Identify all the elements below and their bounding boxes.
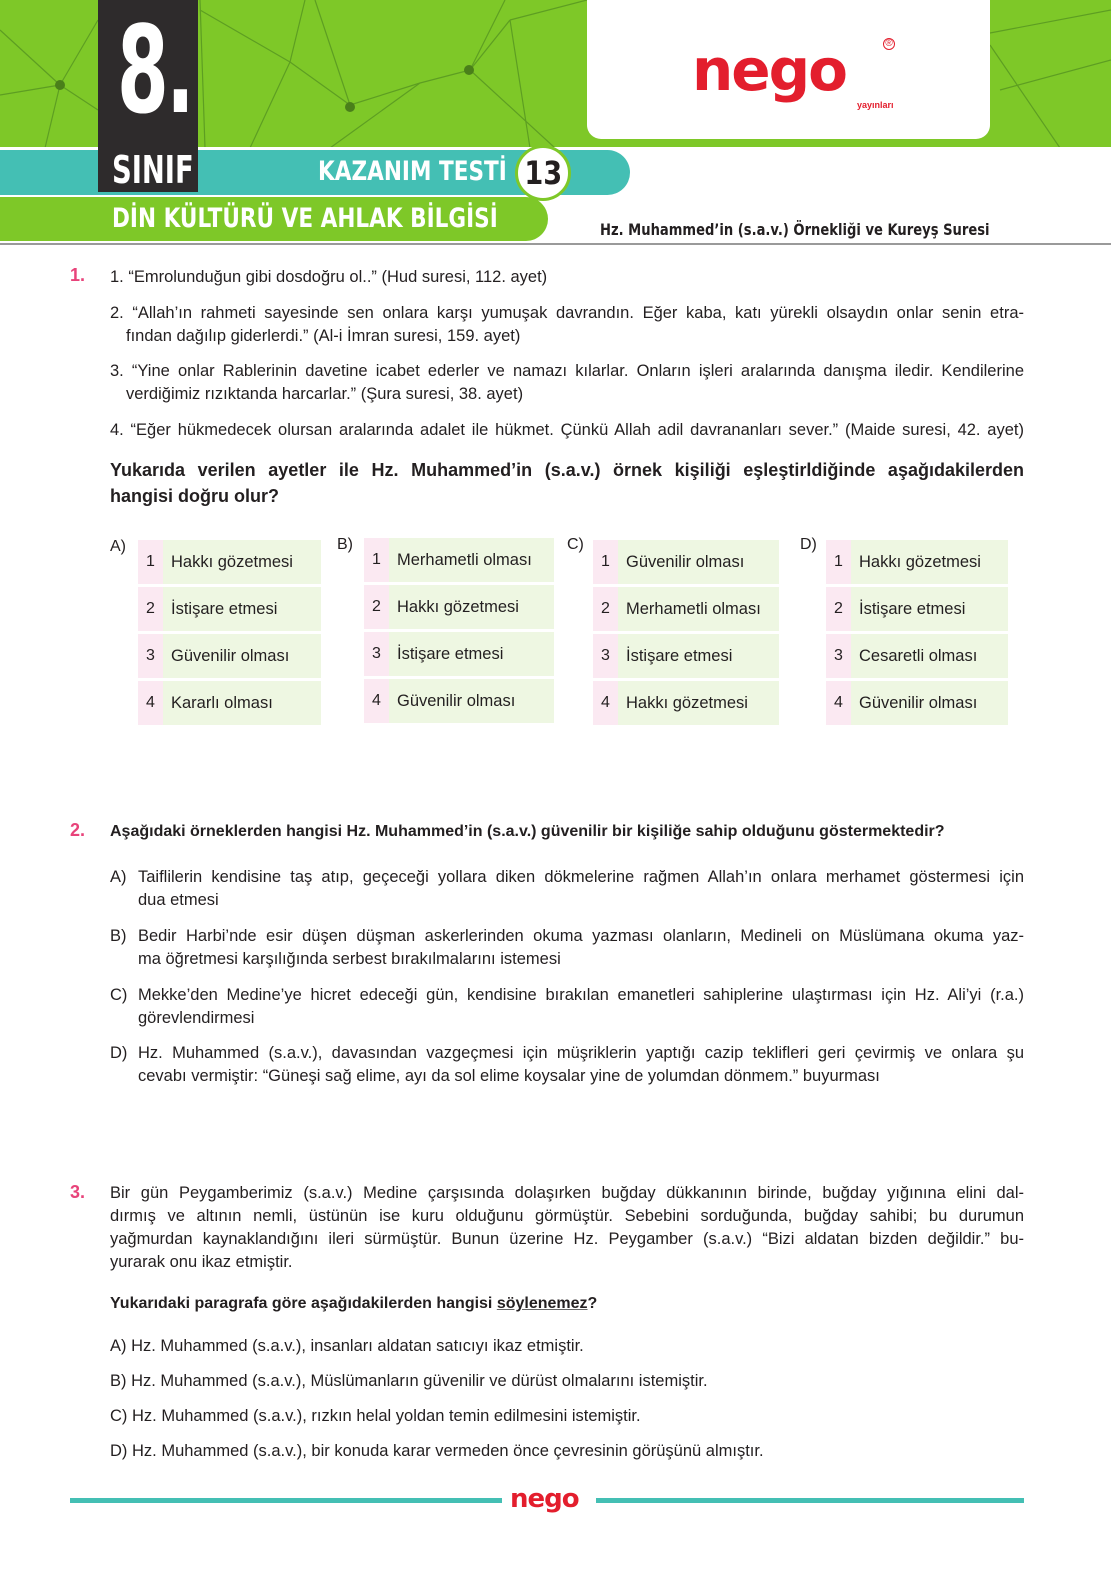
option-b-line-2[interactable]: ma öğretmesi karşılığında serbest bırakılmalarını istemesi [138,950,561,968]
footer-nego-logo-icon: nego [510,1484,579,1514]
table-row [826,540,1008,584]
verse-2-line-1: 2. “Allah’ın rahmeti sayesinde sen onlara karşı yumuşak davrandın. Eğer kaba, katı yürekli olsaydın onlar senin etra- [110,304,1024,322]
verse-2-line-2: fından dağılıp giderlerdi.” (Al-i İmran suresi, 159. ayet) [126,327,521,345]
header-rule [0,243,1111,245]
verse-3-line-2: verdiğimiz rızıktanda harcarlar.” (Şura suresi, 38. ayet) [126,385,524,403]
row-number: 1 [593,540,618,584]
table-row [826,681,1008,725]
test-number-badge [515,145,571,201]
row-number: 2 [364,585,389,629]
option-a-table[interactable] [138,540,321,728]
table-row [593,681,779,725]
prompt-question-mark: ? [587,1295,598,1312]
option-a-line-1[interactable]: Taiflilerin kendisine taş atıp, geçeceği yollara diken dökmelerine rağmen Allah’ın onlara merhamet göstermesi için [138,868,1024,886]
option-c-line-1[interactable]: Mekke’den Medine’ye hicret edeceği gün, kendisine bırakılan emanetleri sahiplerine ulaştırması için Hz. Ali’yi (r.a.) [138,986,1024,1004]
row-trait: Merhametli olması [389,538,554,582]
table-row [593,587,779,631]
row-number: 3 [138,634,163,678]
option-d-label[interactable]: D) [110,1044,128,1062]
verse-3-line-1: 3. “Yine onlar Rablerinin davetine icabet ederler ve namazı kılarlar. Onların işleri aralarında danışma iledir. Kendilerine [110,362,1024,380]
topic-title: Hz. Muhammed’in (s.a.v.) Örnekliği ve Kureyş Suresi [600,220,990,239]
row-number: 1 [826,540,851,584]
row-trait: Güvenilir olması [618,540,779,584]
footer-rule-right [596,1498,1024,1503]
option-b-table[interactable] [364,538,554,726]
row-trait: İstişare etmesi [851,587,1008,631]
grade-label: SINIF [112,148,194,192]
table-row [593,634,779,678]
paragraph-line-4: yurarak onu ikaz etmiştir. [110,1253,293,1271]
row-trait: Hakkı gözetmesi [389,585,554,629]
option-d[interactable]: D) Hz. Muhammed (s.a.v.), bir konuda karar vermeden önce çevresinin görüşünü almıştır. [110,1442,764,1460]
option-d-table[interactable] [826,540,1008,728]
table-row [364,538,554,582]
question-number: 1. [70,265,86,285]
verse-1: 1. “Emrolunduğun gibi dosdoğru ol..” (Hud suresi, 112. ayet) [110,268,548,286]
row-trait: Hakkı gözetmesi [618,681,779,725]
table-row [364,632,554,676]
row-number: 2 [826,587,851,631]
row-trait: Hakkı gözetmesi [851,540,1008,584]
option-d-line-2[interactable]: cevabı vermiştir: “Güneşi sağ elime, ayı da sol elime koysalar yine de yolumdan dönmem.” buyurması [138,1067,880,1085]
table-row [138,540,321,584]
table-row [826,634,1008,678]
question-1-prompt-line-2: hangisi doğru olur? [110,486,279,506]
row-trait: İstişare etmesi [163,587,321,631]
registered-mark: ® [883,38,895,50]
row-number: 4 [138,681,163,725]
prompt-emphasis: söylenemez [496,1295,588,1312]
row-number: 4 [826,681,851,725]
option-c-label[interactable]: C) [567,536,584,553]
publisher-logo-card [587,0,990,139]
option-a-label[interactable]: A) [110,538,126,555]
option-d-line-1[interactable]: Hz. Muhammed (s.a.v.), davasından vazgeçmesi için müşriklerin yaptığı cazip teklifleri geri çevirmiş ve onlara şu [138,1044,1024,1062]
row-trait: Güvenilir olması [851,681,1008,725]
table-row [826,587,1008,631]
row-trait: Cesaretli olması [851,634,1008,678]
prompt-text: Yukarıdaki paragrafa göre aşağıdakilerden hangisi [110,1295,497,1312]
table-row [593,540,779,584]
option-c[interactable]: C) Hz. Muhammed (s.a.v.), rızkın helal yoldan temin edilmesini istemiştir. [110,1407,641,1425]
option-d-label[interactable]: D) [800,536,817,553]
row-number: 1 [138,540,163,584]
test-label: KAZANIM TESTİ [318,156,507,187]
row-trait: İstişare etmesi [618,634,779,678]
row-number: 3 [593,634,618,678]
row-number: 4 [593,681,618,725]
row-trait: Kararlı olması [163,681,321,725]
grade-number: 8. [117,2,193,141]
option-a-label[interactable]: A) [110,868,127,886]
grade-badge [98,0,198,192]
paragraph-line-2: dırmış ve altının nemli, üstünün ise kuru olduğunu görmüştür. Sebebini sorduğunda, buğday sahibi; bu durumun [110,1207,1024,1225]
row-number: 3 [364,632,389,676]
question-1-prompt-line-1: Yukarıda verilen ayetler ile Hz. Muhammed’in (s.a.v.) örnek kişiliği eşleştirldiğinde aşağıdakilerden [110,460,1024,480]
option-c-line-2[interactable]: görevlendirmesi [138,1009,255,1027]
option-b[interactable]: B) Hz. Muhammed (s.a.v.), Müslümanların güvenilir ve dürüst olmalarını istemiştir. [110,1372,708,1390]
option-a-line-2[interactable]: dua etmesi [138,891,219,909]
paragraph-line-1: Bir gün Peygamberimiz (s.a.v.) Medine çarşısında dolaşırken buğday dükkanının birinde, buğday yığınına elini dal- [110,1184,1024,1202]
table-row [138,587,321,631]
table-row [138,634,321,678]
publisher-subtitle: yayınları [857,100,894,110]
test-number: 13 [524,154,562,192]
option-c-label[interactable]: C) [110,986,128,1004]
table-row [364,679,554,723]
question-2-prompt: Aşağıdaki örneklerden hangisi Hz. Muhammed’in (s.a.v.) güvenilir bir kişiliğe sahip olduğunu göstermektedir? [110,823,945,840]
row-trait: İstişare etmesi [389,632,554,676]
question-number: 3. [70,1182,86,1202]
option-b-label[interactable]: B) [337,536,353,553]
row-trait: Güvenilir olması [389,679,554,723]
row-trait: Merhametli olması [618,587,779,631]
footer-rule-left [70,1498,502,1503]
option-b-line-1[interactable]: Bedir Harbi’nde esir düşen düşman askerlerinden okuma yazması olanların, Medineli on Müslümana okuma yaz- [138,927,1024,945]
option-a[interactable]: A) Hz. Muhammed (s.a.v.), insanları aldatan satıcıyı ikaz etmiştir. [110,1337,584,1355]
table-row [138,681,321,725]
row-trait: Güvenilir olması [163,634,321,678]
option-b-label[interactable]: B) [110,927,127,945]
row-number: 2 [593,587,618,631]
question-number: 2. [70,820,86,840]
nego-logo-icon: nego [692,36,846,104]
table-row [364,585,554,629]
paragraph-line-3: yağmurdan kaynaklandığını ileri sürmüştür. Bunun üzerine Hz. Peygamber (s.a.v.) “Bizi aldatan bizden değildir.” bu- [110,1230,1024,1248]
verse-4: 4. “Eğer hükmedecek olursan aralarında adalet ile hükmet. Çünkü Allah adil davrananları sever.” (Maide suresi, 42. ayet) [110,421,1024,439]
row-number: 1 [364,538,389,582]
row-number: 3 [826,634,851,678]
option-c-table[interactable] [593,540,779,728]
row-trait: Hakkı gözetmesi [163,540,321,584]
question-3-prompt [110,1292,597,1315]
row-number: 4 [364,679,389,723]
subject-title: DİN KÜLTÜRÜ VE AHLAK BİLGİSİ [112,203,498,234]
row-number: 2 [138,587,163,631]
